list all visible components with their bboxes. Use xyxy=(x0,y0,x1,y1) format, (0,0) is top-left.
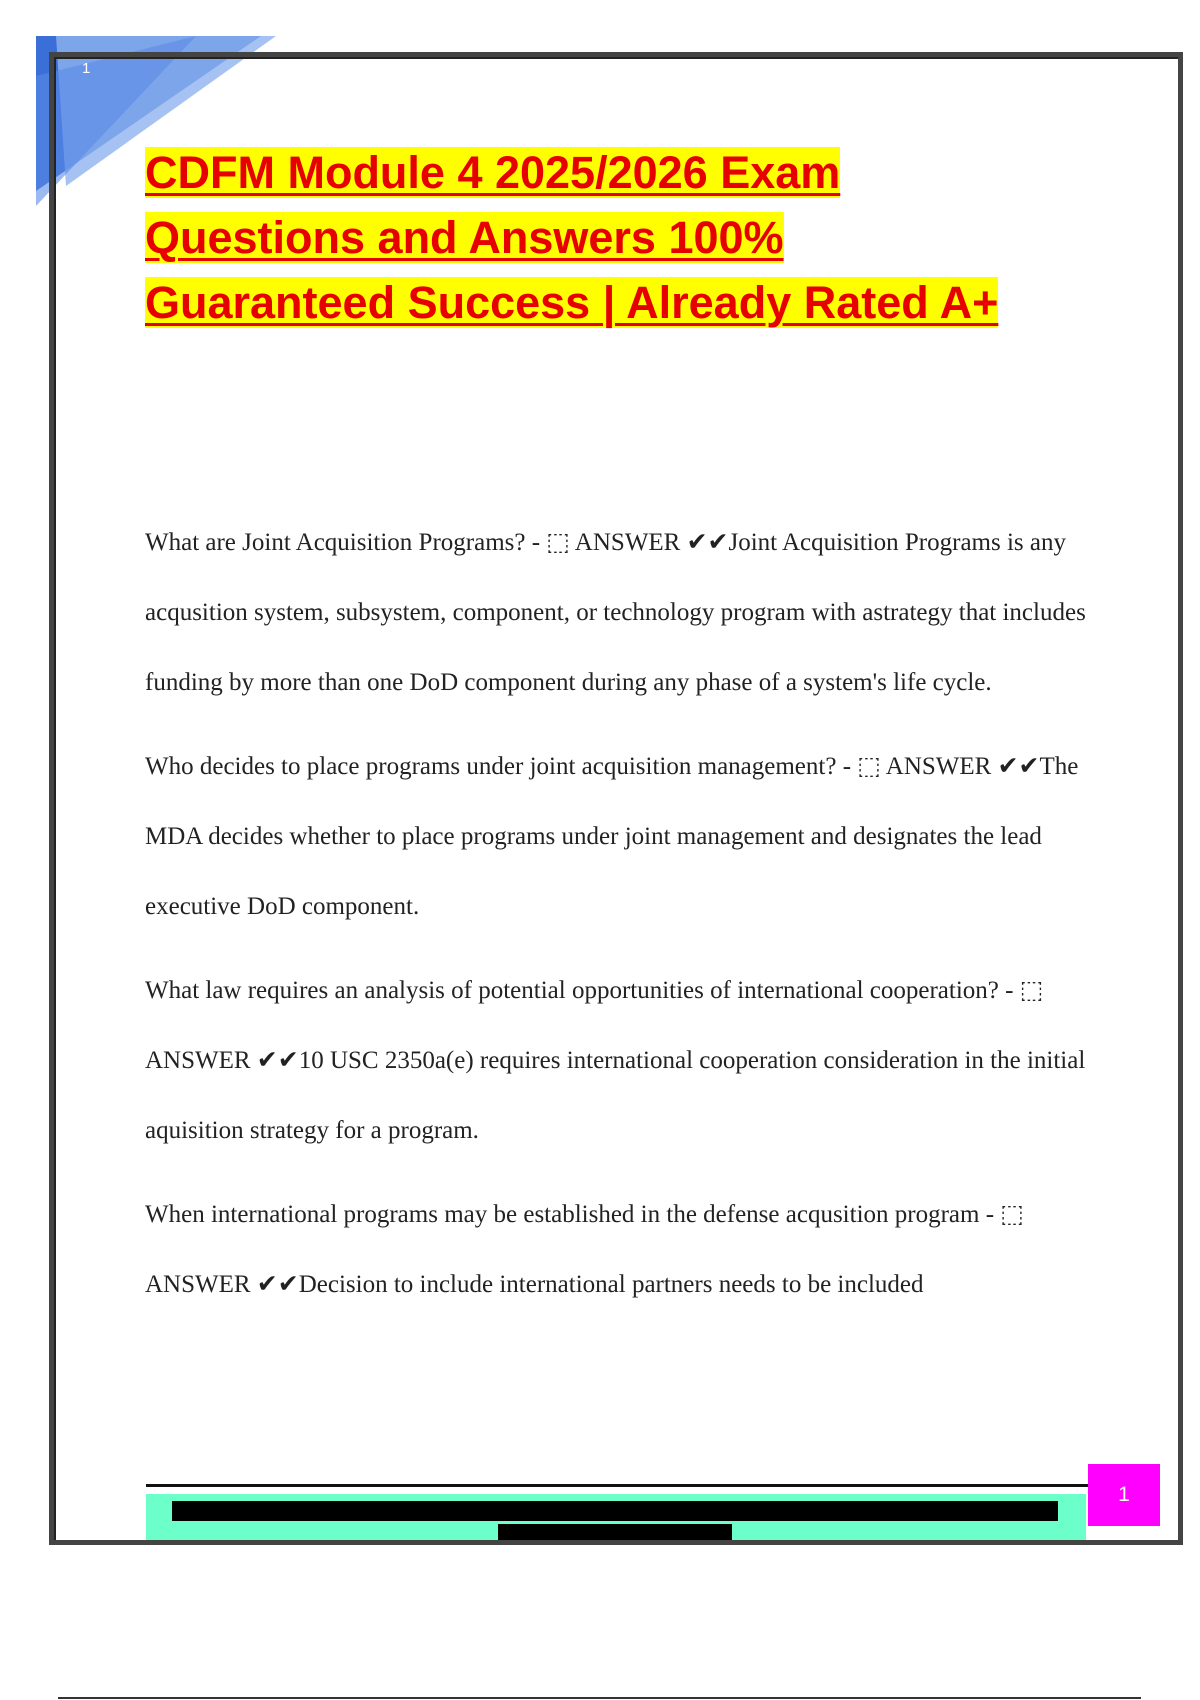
footer-rule xyxy=(146,1484,1089,1487)
title-line-2: Questions and Answers 100% xyxy=(145,212,784,263)
qa-item xyxy=(145,956,1090,1166)
qa-question: Who decides to place programs under joint acquisition management? xyxy=(145,753,837,780)
page-number-badge: 1 xyxy=(1088,1464,1160,1526)
qa-answer: The MDA decides whether to place programs under joint management and designates the lead executive DoD component. xyxy=(145,753,1079,920)
qa-item xyxy=(145,508,1090,718)
title-line-1: CDFM Module 4 2025/2026 Exam xyxy=(145,147,841,198)
bottom-rule xyxy=(58,1697,1141,1699)
document-title xyxy=(145,140,1105,335)
qa-item xyxy=(145,1180,1090,1320)
qa-answer: Joint Acquisition Programs is any acqusition system, subsystem, component, or technology program with astrategy that includes funding by more than one DoD component during any phase of a system's life cycle. xyxy=(145,529,1086,696)
title-line-3: Guaranteed Success | Already Rated A+ xyxy=(145,277,999,328)
footer-redaction-bar-small xyxy=(498,1524,732,1540)
qa-item xyxy=(145,732,1090,942)
qa-answer: Decision to include international partners needs to be included xyxy=(298,1271,924,1298)
qa-list xyxy=(145,508,1090,1334)
qa-question: What are Joint Acquisition Programs? xyxy=(145,529,526,556)
qa-separator: - ⬚ ANSWER ✔✔ xyxy=(525,529,729,556)
qa-answer: 10 USC 2350a(e) requires international cooperation consideration in the initial aquisition strategy for a program. xyxy=(145,1047,1086,1144)
qa-separator: - ⬚ ANSWER ✔✔ xyxy=(145,977,1044,1074)
footer-redaction-bar xyxy=(172,1501,1058,1521)
qa-question: What law requires an analysis of potential opportunities of international cooperation? xyxy=(145,977,999,1004)
qa-question: When international programs may be established in the defense acqusition program xyxy=(145,1201,980,1228)
qa-separator: - ⬚ ANSWER ✔✔ xyxy=(836,753,1040,780)
qa-separator: - ⬚ ANSWER ✔✔ xyxy=(145,1201,1024,1298)
corner-page-number: 1 xyxy=(82,60,91,77)
